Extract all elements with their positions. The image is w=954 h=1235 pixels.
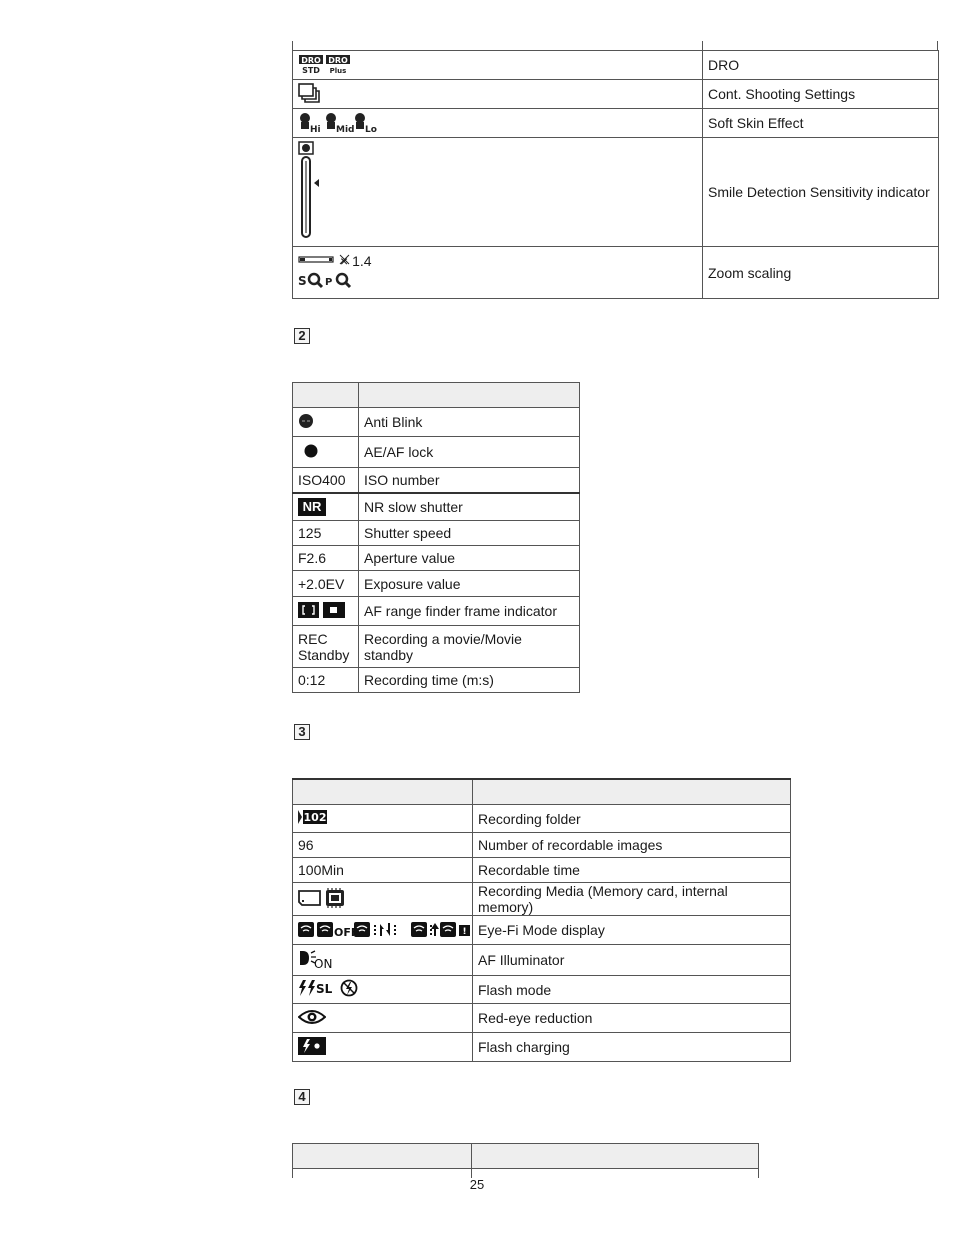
svg-text:Mid: Mid [336,124,355,133]
row-description: Number of recordable images [473,833,791,858]
table-row [293,51,939,80]
flash-charging-icon [298,1037,326,1058]
table-row [293,109,939,138]
table-row [293,976,791,1004]
display-value: ISO400 [293,468,359,493]
svg-text:!: ! [462,926,467,937]
table-row [293,626,580,668]
af-illuminator-icon [298,949,338,972]
display-indicators-table-4 [292,1143,759,1178]
ae-af-lock-icon [304,444,318,461]
display-value-line1: REC [298,630,328,647]
svg-text:S: S [298,274,307,288]
table-row [293,668,580,693]
row-description: Anti Blink [359,408,580,437]
table-row [293,833,791,858]
row-description: Red-eye reduction [473,1004,791,1033]
svg-text:STD: STD [302,65,320,74]
page-number: 25 [469,1177,485,1192]
table-row [293,138,939,247]
eye-fi-off-text: OFF [334,925,359,938]
display-value: 96 [293,833,473,858]
table-header-row [293,1144,759,1169]
svg-text:DRO: DRO [328,55,348,65]
row-description: Flash charging [473,1033,791,1062]
table-row [293,805,791,833]
row-description: AE/AF lock [359,437,580,468]
folder-number-text: 102 [303,811,327,824]
display-indicators-table-1 [292,50,939,299]
display-value: +2.0EV [293,571,359,597]
table-row [293,1033,791,1062]
row-description: Soft Skin Effect [703,109,939,138]
table-row [293,80,939,109]
flash-mode-icon [298,979,358,1000]
row-description: NR slow shutter [359,493,580,521]
display-value: 0:12 [293,668,359,693]
table-row [293,247,939,299]
row-description: ISO number [359,468,580,493]
row-description: AF range finder frame indicator [359,597,580,626]
row-description: Exposure value [359,571,580,597]
table-row [293,597,580,626]
row-description: Zoom scaling [703,247,939,299]
row-description: AF Illuminator [473,945,791,976]
table-row [293,408,580,437]
dro-icon-cell [293,51,703,80]
svg-text:P: P [325,277,333,288]
section-number-4: 4 [294,1089,310,1105]
red-eye-icon [298,1009,326,1028]
table-header-row [293,779,791,805]
row-description: DRO [703,51,939,80]
af-illuminator-on-text: ON [314,956,333,969]
af-frame-icon [298,601,346,622]
section-number-2: 2 [294,328,310,344]
display-indicators-table-2 [292,382,580,693]
row-description: Recording a movie/Movie standby [359,626,580,668]
row-description: Recordable time [473,858,791,883]
row-description: Recording Media (Memory card, internal memory) [473,883,791,916]
svg-text:Lo: Lo [365,124,377,133]
display-indicators-table-3 [292,778,791,1062]
zoom-scaling-icon [298,271,358,292]
table-row [293,858,791,883]
row-description: Aperture value [359,546,580,571]
table-row [293,1004,791,1033]
soft-skin-icon [298,111,382,136]
eye-fi-icon [298,920,470,941]
svg-text:Plus: Plus [329,66,347,74]
svg-text:DRO: DRO [301,55,321,65]
table-row [293,571,580,597]
anti-blink-icon [298,413,314,432]
section-number-3: 3 [294,724,310,740]
cont-shooting-icon [298,83,320,106]
table-header-row [293,383,580,408]
row-description: Smile Detection Sensitivity indicator [703,138,939,247]
table-row [293,883,791,916]
flash-sl-text: SL [316,982,333,996]
table-row [293,916,791,945]
display-value: F2.6 [293,546,359,571]
display-value-line2: Standby [298,646,350,663]
row-description: Shutter speed [359,521,580,546]
table-row [293,546,580,571]
folder-102-icon [298,809,328,828]
display-value: 100Min [293,858,473,883]
dro-std-plus-icon [298,54,352,77]
table-row [293,945,791,976]
table-row [293,437,580,468]
nr-icon: NR [298,498,326,516]
smile-sensitivity-icon [298,141,324,244]
table-row [293,493,580,521]
row-description: Recording time (m:s) [359,668,580,693]
row-description: Cont. Shooting Settings [703,80,939,109]
table-row [293,468,580,493]
row-description: Recording folder [473,805,791,833]
row-description: Eye-Fi Mode display [473,916,791,945]
table-row [293,521,580,546]
zoom-value: × 1.4 [340,253,372,269]
display-value: 125 [293,521,359,546]
row-description: Flash mode [473,976,791,1004]
svg-text:Hi: Hi [310,124,321,133]
memory-card-icon [298,888,348,911]
